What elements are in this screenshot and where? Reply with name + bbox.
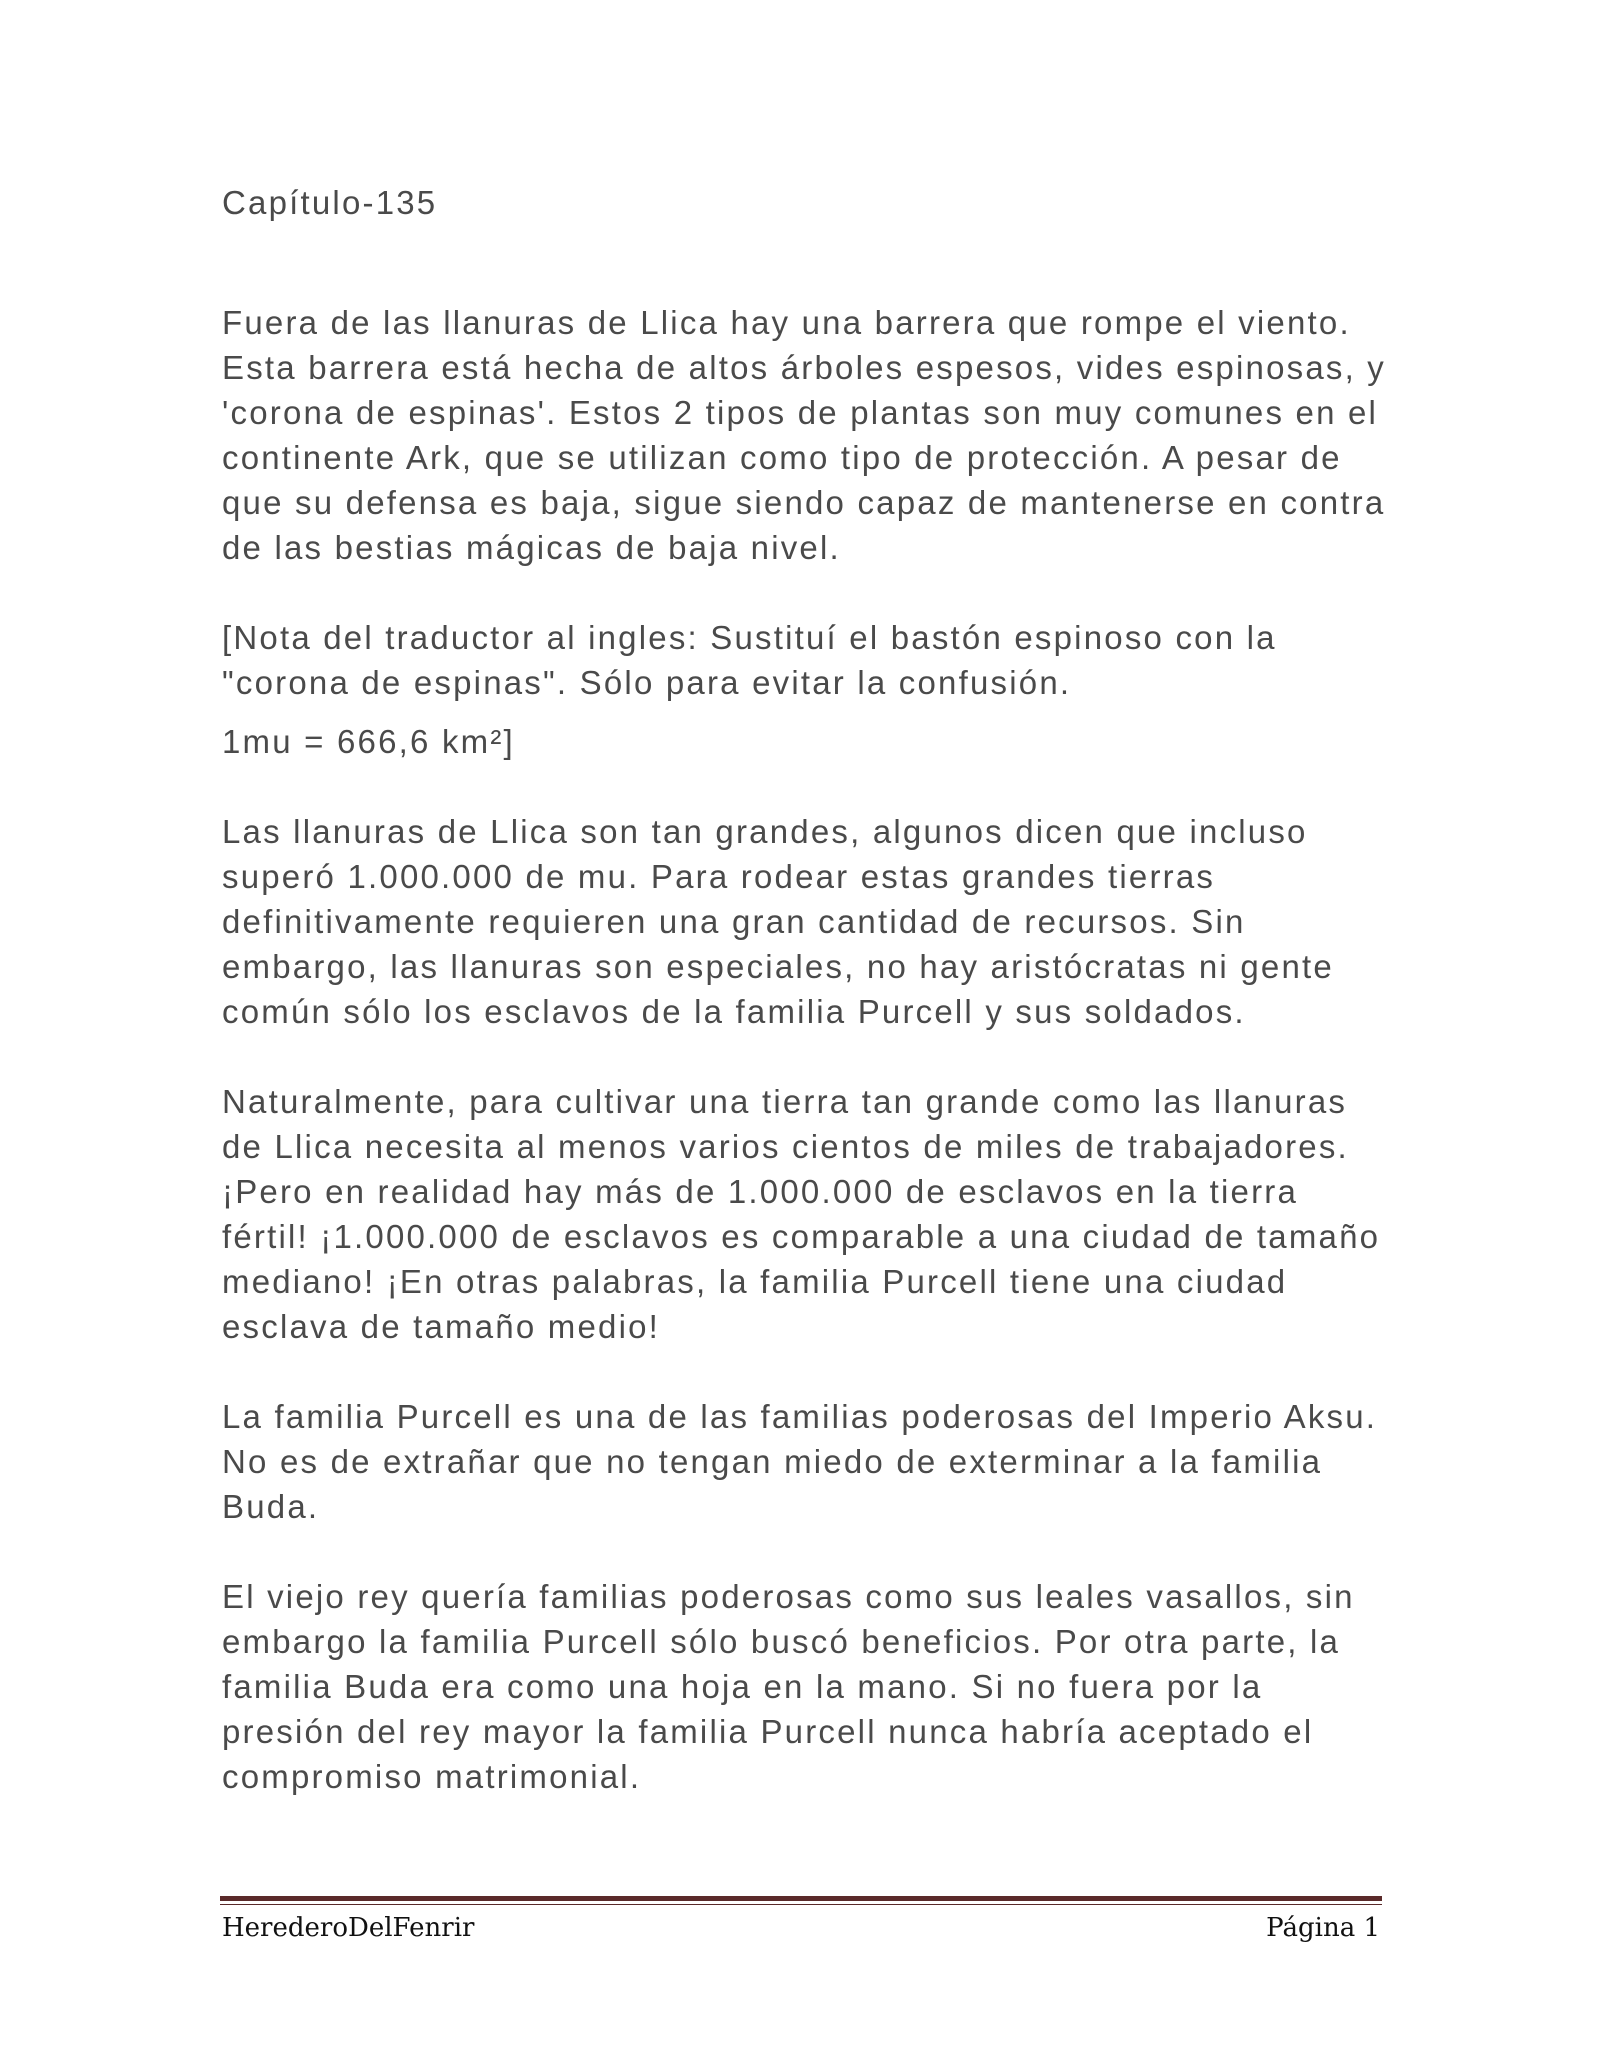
footer-page-number: Página 1 <box>1266 1913 1380 1943</box>
unit-note: 1mu = 666,6 km²] <box>222 723 515 760</box>
paragraph-purcell-family: La familia Purcell es una de las familias poderosas del Imperio Aksu. No es de extrañar que no tengan miedo de exterminar a la familia Buda. <box>222 1398 1378 1525</box>
paragraph-barrier: Fuera de las llanuras de Llica hay una barrera que rompe el viento. Esta barrera está hecha de altos árboles espesos, vides espinosas, y 'corona de espinas'. Estos 2 tipos de plantas son muy comunes en el continente Ark, que se utilizan como tipo de protección. A pesar de que su defensa es baja, sigue siendo capaz de mantenerse en contra de las bestias mágicas de baja nivel. <box>222 304 1387 566</box>
paragraph-old-king: El viejo rey quería familias poderosas como sus leales vasallos, sin embargo la familia Purcell sólo buscó beneficios. Por otra parte, la familia Buda era como una hoja en la mano. Si no fuera por la presión del rey mayor la familia Purcell nunca habría aceptado el compromiso matrimonial. <box>222 1578 1355 1795</box>
chapter-title: Capítulo-135 <box>222 184 438 221</box>
footer-author: HerederoDelFenrir <box>222 1913 475 1943</box>
footer-divider-thin <box>220 1904 1382 1905</box>
translator-note: [Nota del traductor al ingles: Sustituí el bastón espinoso con la "corona de espinas". Sólo para evitar la confusión. <box>222 619 1277 701</box>
footer-divider <box>220 1896 1382 1901</box>
paragraph-slaves: Naturalmente, para cultivar una tierra tan grande como las llanuras de Llica necesita al menos varios cientos de miles de trabajadores. ¡Pero en realidad hay más de 1.000.000 de esclavos en la tierra fértil! ¡1.000.000 de esclavos es comparable a una ciudad de tamaño mediano! ¡En otras palabras, la familia Purcell tiene una ciudad esclava de tamaño medio! <box>222 1083 1381 1345</box>
document-body <box>222 180 1392 1844</box>
paragraph-plains: Las llanuras de Llica son tan grandes, algunos dicen que incluso superó 1.000.000 de mu. Para rodear estas grandes tierras definitivamente requieren una gran cantidad de recursos. Sin embargo, las llanuras son especiales, no hay aristócratas ni gente común sólo los esclavos de la familia Purcell y sus soldados. <box>222 813 1334 1030</box>
page-footer <box>222 1910 1380 1946</box>
